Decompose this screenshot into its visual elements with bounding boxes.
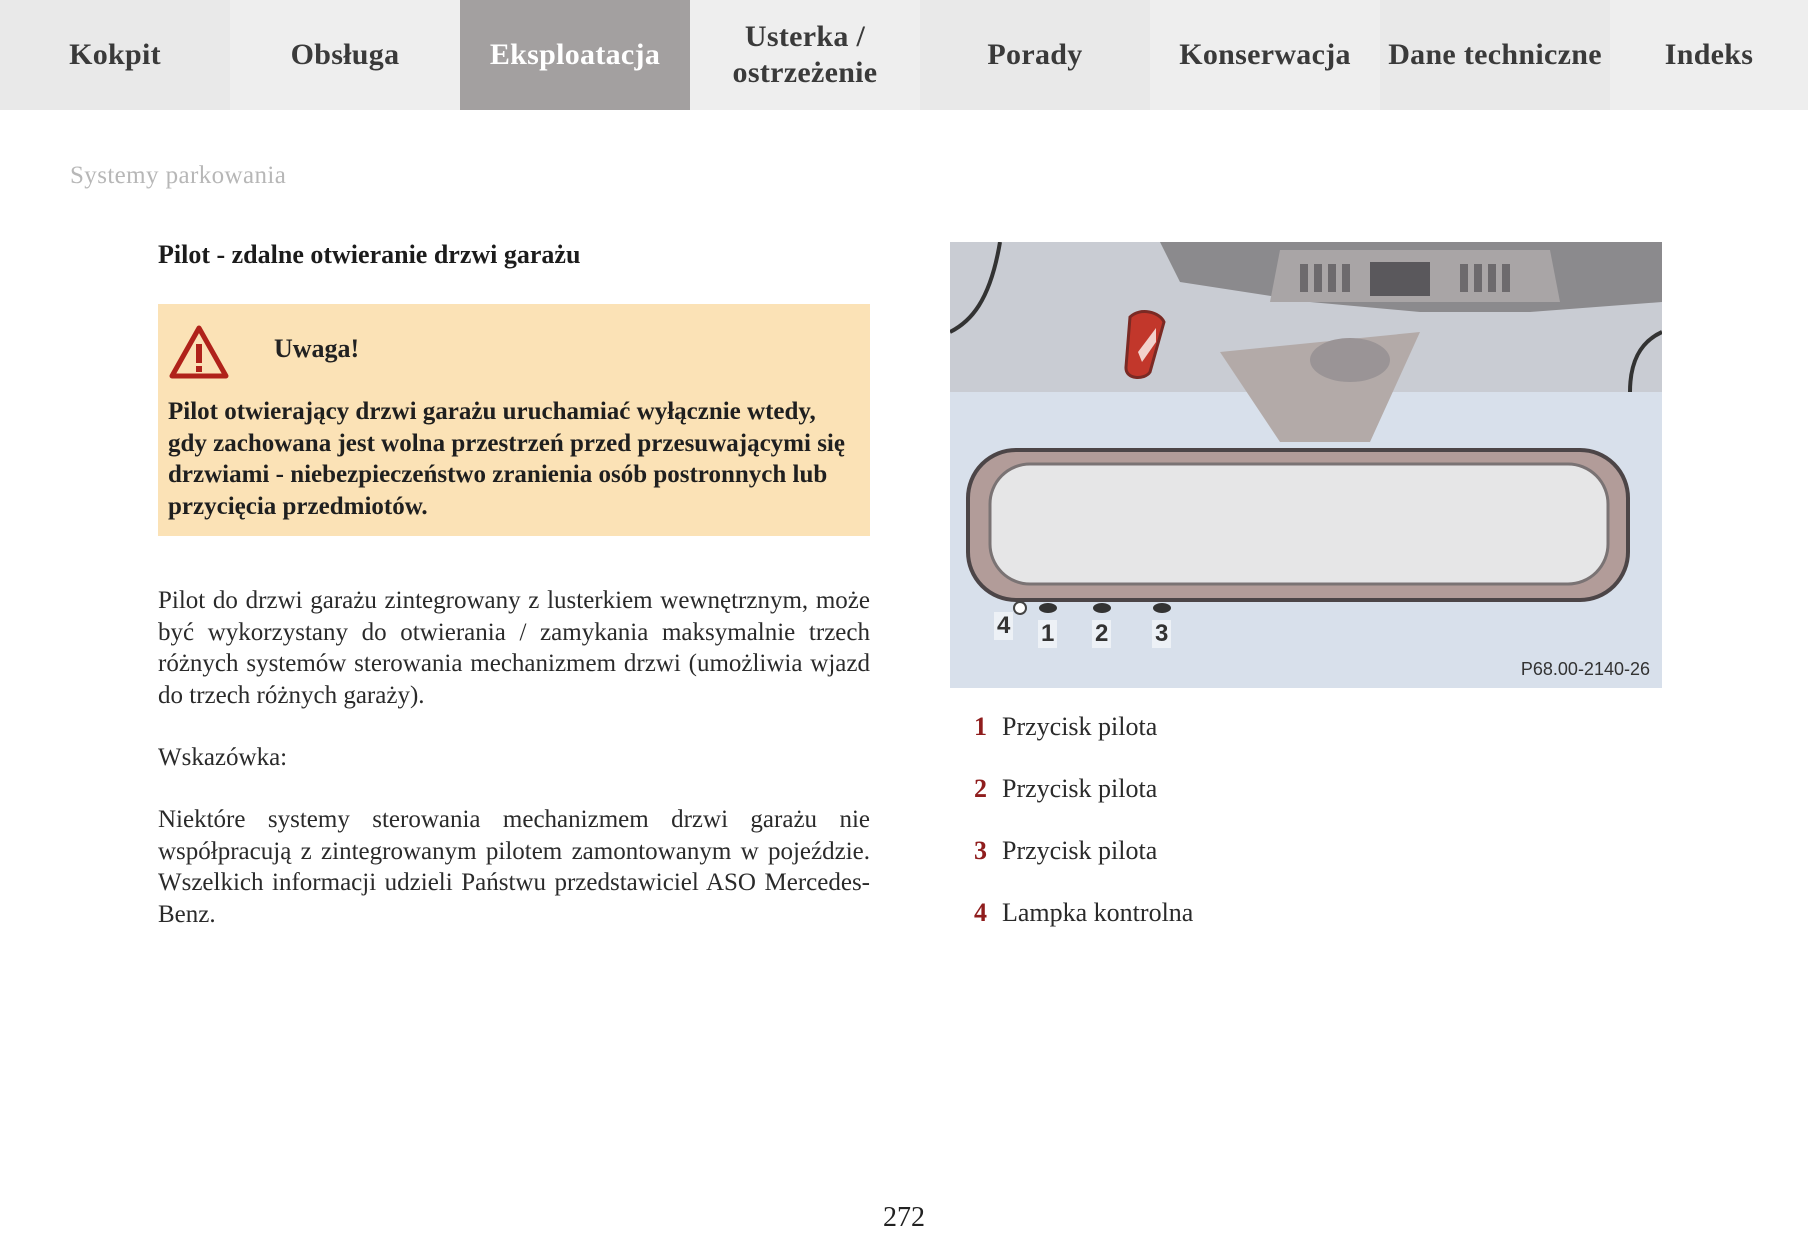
tab-eksploatacja[interactable]: Eksploatacja (460, 0, 690, 110)
legend-label: Lampka kontrolna (1002, 898, 1194, 927)
chapter-tabs (0, 0, 1808, 110)
figure-code: P68.00-2140-26 (1520, 659, 1650, 679)
tab-indeks[interactable]: Indeks (1610, 0, 1808, 110)
callout-1: 1 (1038, 620, 1057, 648)
callout-3: 3 (1152, 620, 1171, 648)
tab-dane-techniczne[interactable]: Dane techniczne (1380, 0, 1610, 110)
legend-item (974, 836, 1157, 866)
legend-item (974, 898, 1193, 928)
note-paragraph: Niektóre systemy sterowania mechanizmem drzwi garażu nie współpracują z zintegrowanym pilotem zamontowanym w pojeździe. Wszelkich informacji udzieli Państwu przedstawiciel ASO Mercedes-Benz. (158, 806, 870, 928)
callout-2: 2 (1092, 620, 1111, 648)
tab-obsluga[interactable]: Obsługa (230, 0, 460, 110)
tab-konserwacja[interactable]: Konserwacja (1150, 0, 1380, 110)
legend-number: 3 (974, 836, 987, 865)
legend-item (974, 712, 1157, 742)
tab-usterka-ostrzezenie[interactable]: Usterka / ostrzeżenie (690, 0, 920, 110)
legend-number: 1 (974, 712, 987, 741)
warning-box (158, 304, 870, 536)
legend-item (974, 774, 1157, 804)
warning-triangle-icon (168, 324, 230, 380)
note-label: Wskazówka: (158, 744, 288, 771)
callout-4: 4 (994, 612, 1013, 640)
mirror-illustration (950, 242, 1662, 688)
legend-label: Przycisk pilota (1002, 836, 1158, 865)
legend-number: 2 (974, 774, 987, 803)
page-number: 272 (883, 1202, 925, 1233)
intro-paragraph: Pilot do drzwi garażu zintegrowany z lusterkiem wewnętrznym, może być wykorzystany do otwierania / zamykania maksymalnie trzech różnych systemów sterowania mechanizmem drzwi (umożliwia wjazd do trzech różnych garaży). (158, 587, 870, 709)
section-title: Systemy parkowania (70, 162, 287, 189)
tab-kokpit[interactable]: Kokpit (0, 0, 230, 110)
legend-label: Przycisk pilota (1002, 712, 1158, 741)
legend-number: 4 (974, 898, 987, 927)
warning-text: Pilot otwierający drzwi garażu uruchamiać wyłącznie wtedy, gdy zachowana jest wolna przestrzeń przed przesuwającymi się drzwiami - niebezpieczeństwo zranienia osób postronnych lub przycięcia przedmiotów. (168, 398, 845, 520)
warning-title: Uwaga! (274, 334, 360, 363)
page-heading: Pilot - zdalne otwieranie drzwi garażu (158, 240, 581, 269)
tab-porady[interactable]: Porady (920, 0, 1150, 110)
legend-label: Przycisk pilota (1002, 774, 1158, 803)
